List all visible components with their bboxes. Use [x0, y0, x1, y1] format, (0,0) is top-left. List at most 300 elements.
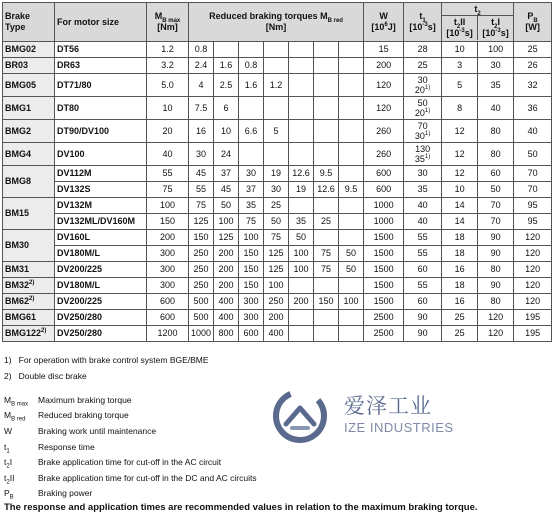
- reduced-torque-cell: [289, 42, 314, 58]
- t1-cell: 60: [404, 294, 442, 310]
- reduced-torque-cell: 500: [189, 310, 214, 326]
- t1-cell: 90: [404, 310, 442, 326]
- reduced-torque-cell: [239, 97, 264, 120]
- symbol-legend: [4, 392, 257, 501]
- t2i-cell: 120: [478, 310, 514, 326]
- t2i-cell: 70: [478, 214, 514, 230]
- reduced-torque-cell: 2.4: [189, 58, 214, 74]
- reduced-torque-cell: 0.8: [239, 58, 264, 74]
- reduced-torque-cell: 24: [214, 143, 239, 166]
- reduced-torque-cell: 250: [189, 246, 214, 262]
- header-pb: $P_B$ [W]: [514, 3, 552, 42]
- brake-specs-table: [2, 2, 552, 342]
- w-cell: 200: [364, 58, 404, 74]
- t1-cell: 70 30$^{1)}$: [404, 120, 442, 143]
- reduced-torque-cell: [339, 310, 364, 326]
- reduced-torque-cell: 200: [214, 246, 239, 262]
- t1-cell: 130 35$^{1)}$: [404, 143, 442, 166]
- reduced-torque-cell: 9.5: [339, 182, 364, 198]
- reduced-torque-cell: 4: [189, 74, 214, 97]
- reduced-torque-cell: [314, 74, 339, 97]
- t1-cell: 90: [404, 326, 442, 342]
- table-row: [3, 278, 552, 294]
- reduced-torque-cell: [289, 120, 314, 143]
- reduced-torque-cell: 200: [289, 294, 314, 310]
- reduced-torque-cell: [339, 166, 364, 182]
- reduced-torque-cell: 9.5: [314, 166, 339, 182]
- reduced-torque-cell: [264, 143, 289, 166]
- t2ii-cell: 5: [442, 74, 478, 97]
- reduced-torque-cell: 30: [239, 166, 264, 182]
- w-cell: 15: [364, 42, 404, 58]
- motor-size-cell: DV112M: [55, 166, 147, 182]
- pb-cell: 32: [514, 74, 552, 97]
- reduced-torque-cell: 150: [189, 230, 214, 246]
- mb-max-cell: 20: [147, 120, 189, 143]
- table-row: [3, 74, 552, 97]
- reduced-torque-cell: 100: [239, 230, 264, 246]
- header-t1: $t_1$ $[10^{-3}s]$: [404, 3, 442, 42]
- reduced-torque-cell: 150: [239, 262, 264, 278]
- reduced-torque-cell: [339, 326, 364, 342]
- footnote-1: 1) For operation with brake control system BGE/BME: [4, 355, 209, 365]
- mb-max-cell: 100: [147, 198, 189, 214]
- t2i-cell: 60: [478, 166, 514, 182]
- w-cell: 1500: [364, 230, 404, 246]
- reduced-torque-cell: 200: [214, 278, 239, 294]
- reduced-torque-cell: [289, 278, 314, 294]
- reduced-torque-cell: 2.5: [214, 74, 239, 97]
- table-row: [3, 294, 552, 310]
- motor-size-cell: DV250/280: [55, 310, 147, 326]
- header-t2: $t_2$: [442, 4, 513, 16]
- reduced-torque-cell: 50: [214, 198, 239, 214]
- table-row: [3, 42, 552, 58]
- t2i-cell: 80: [478, 262, 514, 278]
- reduced-torque-cell: 50: [339, 262, 364, 278]
- t2ii-cell: 16: [442, 262, 478, 278]
- reduced-torque-cell: 200: [264, 310, 289, 326]
- footnotes: [4, 352, 209, 384]
- t2i-cell: 30: [478, 58, 514, 74]
- motor-size-cell: DV200/225: [55, 262, 147, 278]
- pb-cell: 40: [514, 120, 552, 143]
- reduced-torque-cell: [339, 42, 364, 58]
- reduced-torque-cell: 75: [264, 230, 289, 246]
- t1-cell: 40: [404, 198, 442, 214]
- table-row: [3, 198, 552, 214]
- reduced-torque-cell: 400: [264, 326, 289, 342]
- logo-english-name: IZE INDUSTRIES: [344, 420, 454, 435]
- brake-type-cell: BR03: [3, 58, 55, 74]
- w-cell: 1500: [364, 246, 404, 262]
- reduced-torque-cell: 10: [214, 120, 239, 143]
- reduced-torque-cell: 25: [264, 198, 289, 214]
- reduced-torque-cell: 16: [189, 120, 214, 143]
- reduced-torque-cell: 300: [239, 294, 264, 310]
- reduced-torque-cell: 100: [289, 246, 314, 262]
- pb-cell: 120: [514, 230, 552, 246]
- reduced-torque-cell: [314, 143, 339, 166]
- reduced-torque-cell: 400: [214, 294, 239, 310]
- reduced-torque-cell: 55: [189, 182, 214, 198]
- brake-type-cell: BM30: [3, 230, 55, 262]
- brake-type-cell: BMG2: [3, 120, 55, 143]
- reduced-torque-cell: 100: [214, 214, 239, 230]
- reduced-torque-cell: [314, 58, 339, 74]
- pb-cell: 50: [514, 143, 552, 166]
- t1-cell: 30 20$^{1)}$: [404, 74, 442, 97]
- reduced-torque-cell: 6.6: [239, 120, 264, 143]
- pb-cell: 36: [514, 97, 552, 120]
- reduced-torque-cell: [314, 120, 339, 143]
- reduced-torque-cell: [314, 230, 339, 246]
- legend-item: $t_2II$ Brake application time for cut-off in the DC and AC circuits: [4, 472, 257, 486]
- pb-cell: 70: [514, 166, 552, 182]
- t1-cell: 35: [404, 182, 442, 198]
- table-row: [3, 214, 552, 230]
- reduced-torque-cell: 19: [289, 182, 314, 198]
- t1-cell: 30: [404, 166, 442, 182]
- reduced-torque-cell: 250: [189, 278, 214, 294]
- brake-data-sheet: [2, 2, 551, 342]
- t2ii-cell: 16: [442, 294, 478, 310]
- t1-cell: 55: [404, 278, 442, 294]
- reduced-torque-cell: [339, 214, 364, 230]
- table-row: [3, 230, 552, 246]
- reduced-torque-cell: [239, 143, 264, 166]
- t2i-cell: 35: [478, 74, 514, 97]
- mb-max-cell: 5.0: [147, 74, 189, 97]
- brake-type-cell: BM15: [3, 198, 55, 230]
- brake-type-cell: BM32$^{2)}$: [3, 278, 55, 294]
- pb-cell: 195: [514, 310, 552, 326]
- t2ii-cell: 14: [442, 198, 478, 214]
- table-body: [3, 42, 552, 342]
- reduced-torque-cell: 45: [189, 166, 214, 182]
- mb-max-cell: 40: [147, 143, 189, 166]
- brake-type-cell: BM62$^{2)}$: [3, 294, 55, 310]
- mb-max-cell: 1.2: [147, 42, 189, 58]
- t2ii-cell: 18: [442, 278, 478, 294]
- legend-item: $M_{B max}$ Maximum braking torque: [4, 394, 132, 408]
- reduced-torque-cell: 35: [239, 198, 264, 214]
- pb-cell: 120: [514, 262, 552, 278]
- pb-cell: 120: [514, 246, 552, 262]
- reduced-torque-cell: 50: [264, 214, 289, 230]
- t2i-cell: 100: [478, 42, 514, 58]
- t2i-cell: 80: [478, 120, 514, 143]
- reduced-torque-cell: [339, 97, 364, 120]
- reduced-torque-cell: 250: [189, 262, 214, 278]
- mb-max-cell: 300: [147, 262, 189, 278]
- motor-size-cell: DV200/225: [55, 294, 147, 310]
- reduced-torque-cell: [264, 97, 289, 120]
- header-reduced-torques: Reduced braking torques $M_{B red}$ [Nm]: [189, 3, 364, 42]
- reduced-torque-cell: 5: [264, 120, 289, 143]
- w-cell: 1500: [364, 278, 404, 294]
- t1-cell: 55: [404, 246, 442, 262]
- reduced-torque-cell: [314, 310, 339, 326]
- brake-type-cell: BMG61: [3, 310, 55, 326]
- motor-size-cell: DT80: [55, 97, 147, 120]
- pb-cell: 95: [514, 214, 552, 230]
- motor-size-cell: DV160L: [55, 230, 147, 246]
- reduced-torque-cell: [289, 58, 314, 74]
- brake-type-cell: BM31: [3, 262, 55, 278]
- reduced-torque-cell: [289, 198, 314, 214]
- reduced-torque-cell: 12.6: [314, 182, 339, 198]
- reduced-torque-cell: 1000: [189, 326, 214, 342]
- pb-cell: 25: [514, 42, 552, 58]
- table-row: [3, 310, 552, 326]
- t2ii-cell: 12: [442, 166, 478, 182]
- t2i-cell: 120: [478, 326, 514, 342]
- legend-item: $M_{B red}$ Reduced braking torque: [4, 410, 129, 424]
- reduced-torque-cell: [339, 120, 364, 143]
- reduced-torque-cell: 500: [189, 294, 214, 310]
- reduced-torque-cell: 45: [214, 182, 239, 198]
- reduced-torque-cell: 50: [289, 230, 314, 246]
- reduced-torque-cell: 300: [239, 310, 264, 326]
- header-w: W $[10^6J]$: [364, 3, 404, 42]
- brake-type-cell: BMG05: [3, 74, 55, 97]
- t1-cell: 60: [404, 262, 442, 278]
- pb-cell: 120: [514, 278, 552, 294]
- brake-type-cell: BMG02: [3, 42, 55, 58]
- t1-cell: 55: [404, 230, 442, 246]
- mb-max-cell: 300: [147, 246, 189, 262]
- t2ii-cell: 18: [442, 230, 478, 246]
- table-row: [3, 58, 552, 74]
- footer-note: The response and application times are recommended values in relation to the maximum braking torque.: [4, 502, 478, 513]
- reduced-torque-cell: [289, 310, 314, 326]
- mb-max-cell: 55: [147, 166, 189, 182]
- legend-item: $t_2I$ Brake application time for cut-off in the AC circuit: [4, 457, 222, 470]
- reduced-torque-cell: [264, 42, 289, 58]
- reduced-torque-cell: [339, 143, 364, 166]
- t2i-cell: 90: [478, 230, 514, 246]
- t2i-cell: 70: [478, 198, 514, 214]
- t2ii-cell: 3: [442, 58, 478, 74]
- ize-logo-icon: [272, 388, 328, 444]
- reduced-torque-cell: 100: [289, 262, 314, 278]
- table-row: [3, 143, 552, 166]
- header-t2i: $t_2I$ $[10^{-3}s]$: [482, 17, 509, 38]
- mb-max-cell: 300: [147, 278, 189, 294]
- motor-size-cell: DV250/280: [55, 326, 147, 342]
- table-row: [3, 246, 552, 262]
- reduced-torque-cell: 19: [264, 166, 289, 182]
- t2ii-cell: 18: [442, 246, 478, 262]
- reduced-torque-cell: [314, 42, 339, 58]
- reduced-torque-cell: [289, 326, 314, 342]
- mb-max-cell: 10: [147, 97, 189, 120]
- w-cell: 1000: [364, 198, 404, 214]
- reduced-torque-cell: 25: [314, 214, 339, 230]
- table-row: [3, 262, 552, 278]
- t2i-cell: 80: [478, 294, 514, 310]
- reduced-torque-cell: 1.6: [214, 58, 239, 74]
- table-header-row: [3, 3, 552, 42]
- reduced-torque-cell: 75: [239, 214, 264, 230]
- w-cell: 260: [364, 120, 404, 143]
- reduced-torque-cell: 0.8: [189, 42, 214, 58]
- reduced-torque-cell: [289, 74, 314, 97]
- pb-cell: 195: [514, 326, 552, 342]
- motor-size-cell: DR63: [55, 58, 147, 74]
- brake-type-cell: BMG8: [3, 166, 55, 198]
- t2ii-cell: 12: [442, 120, 478, 143]
- reduced-torque-cell: 50: [339, 246, 364, 262]
- pb-cell: 95: [514, 198, 552, 214]
- w-cell: 1000: [364, 214, 404, 230]
- reduced-torque-cell: 125: [264, 262, 289, 278]
- reduced-torque-cell: [239, 42, 264, 58]
- t1-cell: 25: [404, 58, 442, 74]
- reduced-torque-cell: [339, 230, 364, 246]
- reduced-torque-cell: 250: [264, 294, 289, 310]
- motor-size-cell: DV132M: [55, 198, 147, 214]
- t2i-cell: 80: [478, 143, 514, 166]
- motor-size-cell: DT90/DV100: [55, 120, 147, 143]
- table-row: [3, 326, 552, 342]
- reduced-torque-cell: [339, 74, 364, 97]
- reduced-torque-cell: 100: [339, 294, 364, 310]
- reduced-torque-cell: 100: [264, 278, 289, 294]
- motor-size-cell: DT71/80: [55, 74, 147, 97]
- reduced-torque-cell: [314, 326, 339, 342]
- legend-item: W Braking work until maintenance: [4, 425, 157, 436]
- reduced-torque-cell: [314, 198, 339, 214]
- pb-cell: 70: [514, 182, 552, 198]
- reduced-torque-cell: 6: [214, 97, 239, 120]
- table-row: [3, 182, 552, 198]
- table-row: [3, 166, 552, 182]
- reduced-torque-cell: 37: [214, 166, 239, 182]
- mb-max-cell: 600: [147, 294, 189, 310]
- reduced-torque-cell: 37: [239, 182, 264, 198]
- pb-cell: 120: [514, 294, 552, 310]
- w-cell: 1500: [364, 262, 404, 278]
- brake-type-cell: BMG1: [3, 97, 55, 120]
- t2i-cell: 90: [478, 278, 514, 294]
- t2ii-cell: 14: [442, 214, 478, 230]
- w-cell: 2500: [364, 310, 404, 326]
- motor-size-cell: DV100: [55, 143, 147, 166]
- reduced-torque-cell: 150: [314, 294, 339, 310]
- t2ii-cell: 8: [442, 97, 478, 120]
- brake-type-cell: BMG122$^{2)}$: [3, 326, 55, 342]
- t2i-cell: 90: [478, 246, 514, 262]
- reduced-torque-cell: 400: [214, 310, 239, 326]
- brake-type-cell: BMG4: [3, 143, 55, 166]
- w-cell: 600: [364, 182, 404, 198]
- t2ii-cell: 25: [442, 310, 478, 326]
- reduced-torque-cell: [339, 278, 364, 294]
- motor-size-cell: DV180M/L: [55, 278, 147, 294]
- mb-max-cell: 150: [147, 214, 189, 230]
- mb-max-cell: 3.2: [147, 58, 189, 74]
- mb-max-cell: 75: [147, 182, 189, 198]
- reduced-torque-cell: 30: [189, 143, 214, 166]
- reduced-torque-cell: [289, 143, 314, 166]
- reduced-torque-cell: [289, 97, 314, 120]
- reduced-torque-cell: 125: [264, 246, 289, 262]
- reduced-torque-cell: 800: [214, 326, 239, 342]
- pb-cell: 26: [514, 58, 552, 74]
- reduced-torque-cell: [264, 58, 289, 74]
- reduced-torque-cell: 200: [214, 262, 239, 278]
- table-row: [3, 97, 552, 120]
- w-cell: 120: [364, 97, 404, 120]
- t1-cell: 40: [404, 214, 442, 230]
- t1-cell: 28: [404, 42, 442, 58]
- w-cell: 1500: [364, 294, 404, 310]
- reduced-torque-cell: 125: [214, 230, 239, 246]
- header-brake-type: Brake Type: [3, 3, 55, 42]
- legend-item: $P_B$ Braking power: [4, 488, 93, 502]
- w-cell: 600: [364, 166, 404, 182]
- reduced-torque-cell: 12.6: [289, 166, 314, 182]
- motor-size-cell: DT56: [55, 42, 147, 58]
- reduced-torque-cell: 150: [239, 246, 264, 262]
- reduced-torque-cell: 75: [189, 198, 214, 214]
- motor-size-cell: DV180M/L: [55, 246, 147, 262]
- reduced-torque-cell: 150: [239, 278, 264, 294]
- t2i-cell: 40: [478, 97, 514, 120]
- footnote-2: 2) Double disc brake: [4, 371, 87, 381]
- t2ii-cell: 12: [442, 143, 478, 166]
- motor-size-cell: DV132ML/DV160M: [55, 214, 147, 230]
- reduced-torque-cell: 600: [239, 326, 264, 342]
- reduced-torque-cell: 75: [314, 246, 339, 262]
- reduced-torque-cell: 35: [289, 214, 314, 230]
- reduced-torque-cell: 7.5: [189, 97, 214, 120]
- legend-item: $t_1$ Response time: [4, 441, 95, 455]
- reduced-torque-cell: 1.6: [239, 74, 264, 97]
- mb-max-cell: 600: [147, 310, 189, 326]
- reduced-torque-cell: [314, 278, 339, 294]
- mb-max-cell: 200: [147, 230, 189, 246]
- logo-chinese-name: 爱泽工业: [344, 395, 432, 418]
- t2ii-cell: 10: [442, 42, 478, 58]
- header-mb-max: $M_{B max}$ [Nm]: [147, 3, 189, 42]
- header-t2-group: [442, 3, 514, 42]
- reduced-torque-cell: 1.2: [264, 74, 289, 97]
- t2ii-cell: 25: [442, 326, 478, 342]
- w-cell: 2500: [364, 326, 404, 342]
- reduced-torque-cell: [214, 42, 239, 58]
- reduced-torque-cell: [339, 58, 364, 74]
- t2ii-cell: 10: [442, 182, 478, 198]
- header-motor-size: For motor size: [55, 3, 147, 42]
- reduced-torque-cell: 125: [189, 214, 214, 230]
- t2i-cell: 50: [478, 182, 514, 198]
- w-cell: 260: [364, 143, 404, 166]
- w-cell: 120: [364, 74, 404, 97]
- t1-cell: 50 20$^{1)}$: [404, 97, 442, 120]
- reduced-torque-cell: [339, 198, 364, 214]
- ize-logo: [272, 388, 462, 448]
- reduced-torque-cell: 75: [314, 262, 339, 278]
- mb-max-cell: 1200: [147, 326, 189, 342]
- header-t2ii: $t_2II$ $[10^{-3}s]$: [442, 16, 478, 40]
- table-row: [3, 120, 552, 143]
- reduced-torque-cell: 30: [264, 182, 289, 198]
- reduced-torque-cell: [314, 97, 339, 120]
- motor-size-cell: DV132S: [55, 182, 147, 198]
